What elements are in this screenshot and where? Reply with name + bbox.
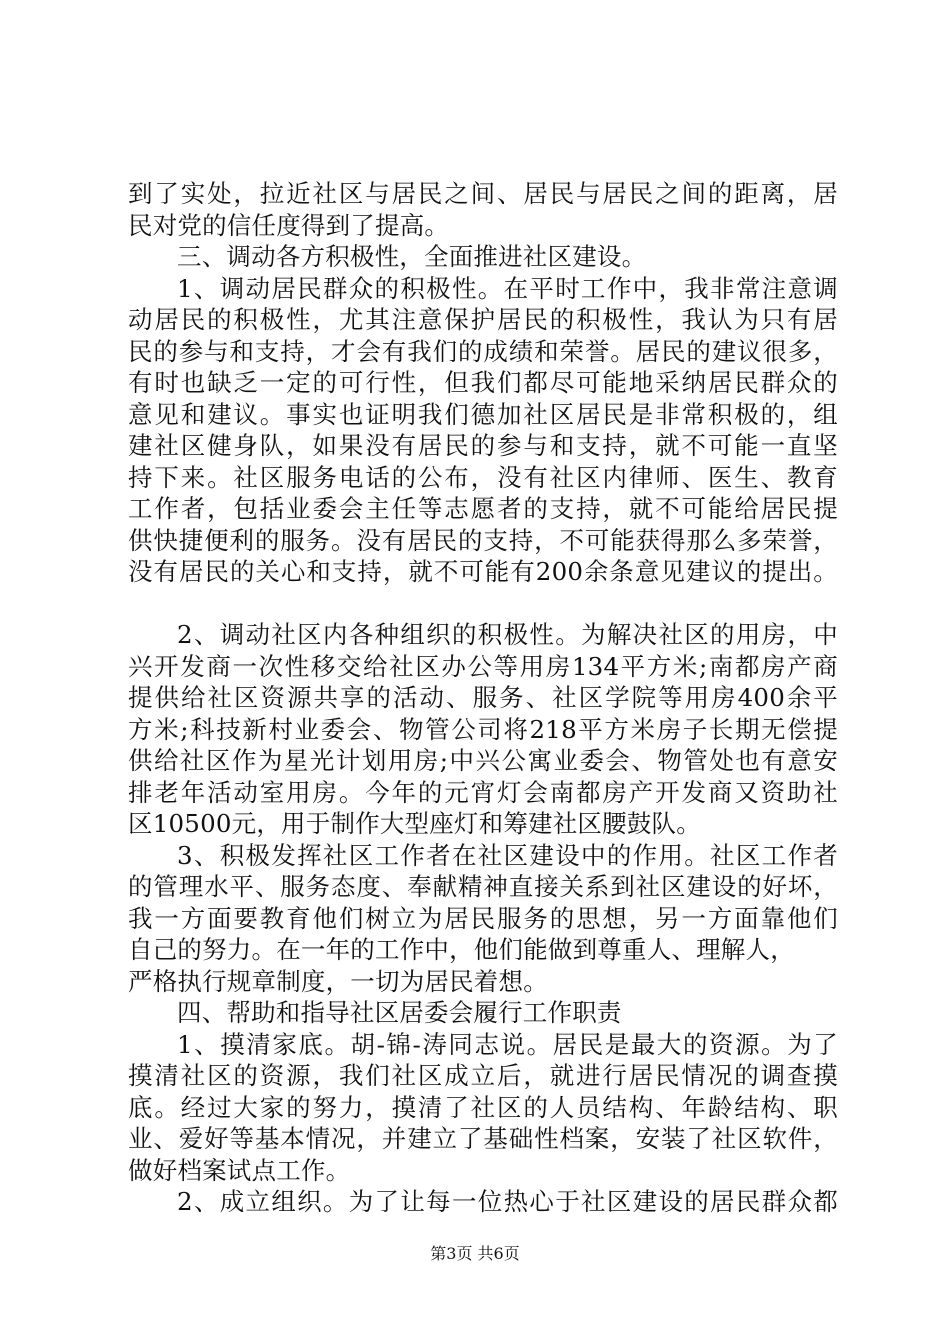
text-line: 摸清社区的资源，我们社区成立后，就进行居民情况的调查摸 [128, 1061, 838, 1090]
text-line: 1、摸清家底。胡-锦-涛同志说。居民是最大的资源。为了 [177, 1029, 838, 1059]
text-line: 意见和建议。事实也证明我们德加社区居民是非常积极的，组 [128, 399, 838, 429]
section-heading: 三、调动各方积极性，全面推进社区建设。 [177, 242, 647, 271]
text-line: 到了实处，拉近社区与居民之间、居民与居民之间的距离，居 [128, 179, 838, 208]
text-line: 的管理水平、服务态度、奉献精神直接关系到社区建设的好坏， [128, 872, 838, 901]
text-line: 区10500元，用于制作大型座灯和筹建社区腰鼓队。 [128, 809, 701, 838]
text-line: 民的参与和支持，才会有我们的成绩和荣誉。居民的建议很多， [128, 336, 838, 366]
text-line: 供快捷便利的服务。没有居民的支持，不可能获得那么多荣誉， [128, 525, 838, 555]
document-body [128, 178, 838, 1218]
text-line: 排老年活动室用房。今年的元宵灯会南都房产开发商又资助社 [128, 777, 838, 807]
text-line: 我一方面要教育他们树立为居民服务的思想，另一方面靠他们 [128, 903, 838, 933]
text-line: 方米;科技新村业委会、物管公司将218平方米房子长期无偿提 [128, 714, 838, 744]
text-line: 提供给社区资源共享的活动、服务、社区学院等用房400余平 [128, 683, 838, 712]
page-number-footer: 第3页 共6页 [430, 1244, 520, 1263]
text-line: 底。经过大家的努力，摸清了社区的人员结构、年龄结构、职 [128, 1092, 838, 1122]
text-line: 兴开发商一次性移交给社区办公等用房134平方米;南都房产商 [128, 651, 838, 681]
text-line: 1、调动居民群众的积极性。在平时工作中，我非常注意调 [177, 273, 838, 303]
text-line: 2、调动社区内各种组织的积极性。为解决社区的用房，中 [177, 620, 838, 649]
text-line: 严格执行规章制度，一切为居民着想。 [128, 966, 548, 996]
text-line: 业、爱好等基本情况，并建立了基础性档案，安装了社区软件， [128, 1124, 838, 1153]
text-line: 工作者，包括业委会主任等志愿者的支持，就不可能给居民提 [128, 494, 838, 523]
section-heading: 四、帮助和指导社区居委会履行工作职责 [177, 998, 622, 1027]
text-line: 建社区健身队，如果没有居民的参与和支持，就不可能一直坚 [128, 431, 838, 460]
blank-line [128, 588, 838, 620]
text-line: 自己的努力。在一年的工作中，他们能做到尊重人、理解人， [128, 935, 795, 964]
text-line: 做好档案试点工作。 [128, 1155, 351, 1185]
text-line: 3、积极发挥社区工作者在社区建设中的作用。社区工作者 [177, 840, 838, 870]
text-line: 持下来。社区服务电话的公布，没有社区内律师、医生、教育 [128, 462, 838, 492]
text-line: 动居民的积极性，尤其注意保护居民的积极性，我认为只有居 [128, 305, 838, 334]
text-line: 没有居民的关心和支持，就不可能有200余条意见建议的提出。 [128, 557, 838, 586]
text-line: 有时也缺乏一定的可行性，但我们都尽可能地采纳居民群众的 [128, 368, 838, 397]
text-line: 民对党的信任度得到了提高。 [128, 210, 450, 240]
text-line: 供给社区作为星光计划用房;中兴公寓业委会、物管处也有意安 [128, 746, 838, 775]
text-line: 2、成立组织。为了让每一位热心于社区建设的居民群众都 [177, 1187, 838, 1216]
